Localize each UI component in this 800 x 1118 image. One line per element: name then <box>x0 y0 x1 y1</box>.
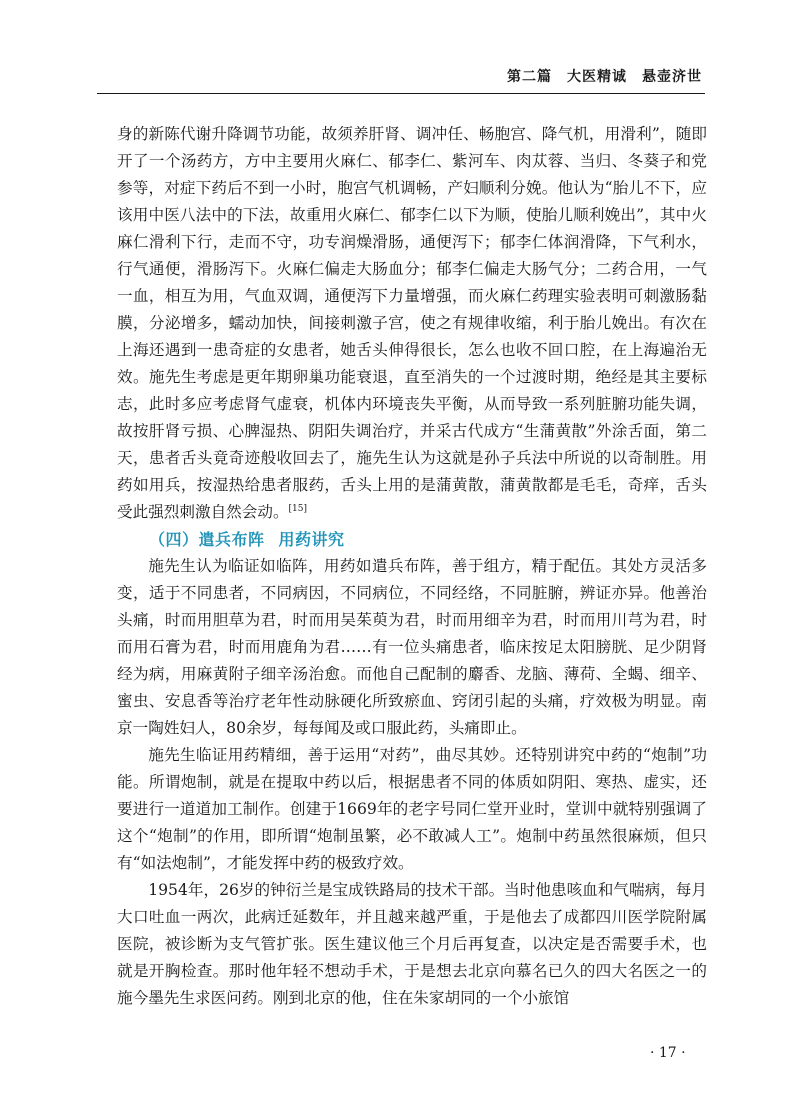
page-number: · 17 · <box>650 1045 686 1061</box>
header-rule <box>97 93 705 94</box>
reference-marker: [15] <box>288 503 308 514</box>
paragraph-1 <box>117 121 707 526</box>
paragraph-2: 施先生认为临证如临阵，用药如遣兵布阵，善于组方，精于配伍。其处方灵活多变，适于不同患者，不同病因，不同病位，不同经络，不同脏腑，辨证亦异。他善治头痛，时而用胆草为君，时而用吴茱萸为君，时而用细辛为君，时而用川芎为君，时而用石膏为君，时而用鹿角为君……有一位头痛患者，临床按足太阳膀胱、足少阴肾经为病，用麻黄附子细辛汤治愈。而他自己配制的麝香、龙脑、薄荷、全蝎、细辛、蜜虫、安息香等治疗老年性动脉硬化所致瘀血、窍闭引起的头痛，疗效极为明显。南京一陶姓妇人，80余岁，每每闻及或口服此药，头痛即止。 <box>117 557 707 737</box>
paragraph-4: 1954年，26岁的钟衍兰是宝成铁路局的技术干部。当时他患咳血和气喘病，每月大口吐血一两次，此病迁延数年，并且越来越严重，于是他去了成都四川医学院附属医院，被诊断为支气管扩张。医生建议他三个月后再复查，以决定是否需要手术，也就是开胸检查。那时他年轻不想动手术，于是想去北京向慕名已久的四大名医之一的施今墨先生求医问药。刚到北京的他，住在朱家胡同的一个小旅馆 <box>117 881 707 1007</box>
paragraph-3: 施先生临证用药精细，善于运用“对药”，曲尽其妙。还特别讲究中药的“炮制”功能。所谓炮制，就是在提取中药以后，根据患者不同的体质如阴阳、寒热、虚实，还要进行一道道加工制作。创建于1669年的老字号同仁堂开业时，堂训中就特别强调了这个“炮制”的作用，即所谓“炮制虽繁，必不敢减人工”。炮制中药虽然很麻烦，但只有“如法炮制”，才能发挥中药的极致疗效。 <box>117 746 707 872</box>
running-header: 第二篇 大医精诚 悬壶济世 <box>507 69 702 85</box>
body-text <box>117 121 707 1012</box>
section-heading <box>117 526 707 553</box>
section-heading-number: （四）遣兵布阵 <box>149 530 265 549</box>
section-heading-title: 用药讲究 <box>278 530 345 549</box>
paragraph-1-text: 身的新陈代谢升降调节功能，故须养肝肾、调冲任、畅胞宫、降气机，用滑利”，随即开了一个汤药方，方中主要用火麻仁、郁李仁、紫河车、肉苁蓉、当归、冬葵子和党参等，对症下药后不到一小时，胞宫气机调畅，产妇顺利分娩。他认为“胎儿不下，应该用中医八法中的下法，故重用火麻仁、郁李仁以下为顺，使胎儿顺利娩出”，其中火麻仁滑利下行，走而不守，功专润燥滑肠，通便泻下；郁李仁体润滑降，下气利水，行气通便，滑肠泻下。火麻仁偏走大肠血分；郁李仁偏走大肠气分；二药合用，一气一血，相互为用，气血双调，通便泻下力量增强，而火麻仁药理实验表明可刺激肠黏膜，分泌增多，蠕动加快，间接刺激子宫，使之有规律收缩，利于胎儿娩出。有次在上海还遇到一患奇症的女患者，她舌头伸得很长，怎么也收不回口腔，在上海遍治无效。施先生考虑是更年期卵巢功能衰退，直至消失的一个过渡时期，绝经是其主要标志，此时多应考虑肾气虚衰，机体内环境丧失平衡，从而导致一系列脏腑功能失调，故按肝肾亏损、心脾湿热、阴阳失调治疗，并采古代成方“生蒲黄散”外涂舌面，第二天，患者舌头竟奇迹般收回去了，施先生认为这就是孙子兵法中所说的以奇制胜。用药如用兵，按湿热给患者服药，舌头上用的是蒲黄散，蒲黄散都是毛毛，奇痒，舌头受此强烈刺激自然会动。 <box>117 125 707 521</box>
